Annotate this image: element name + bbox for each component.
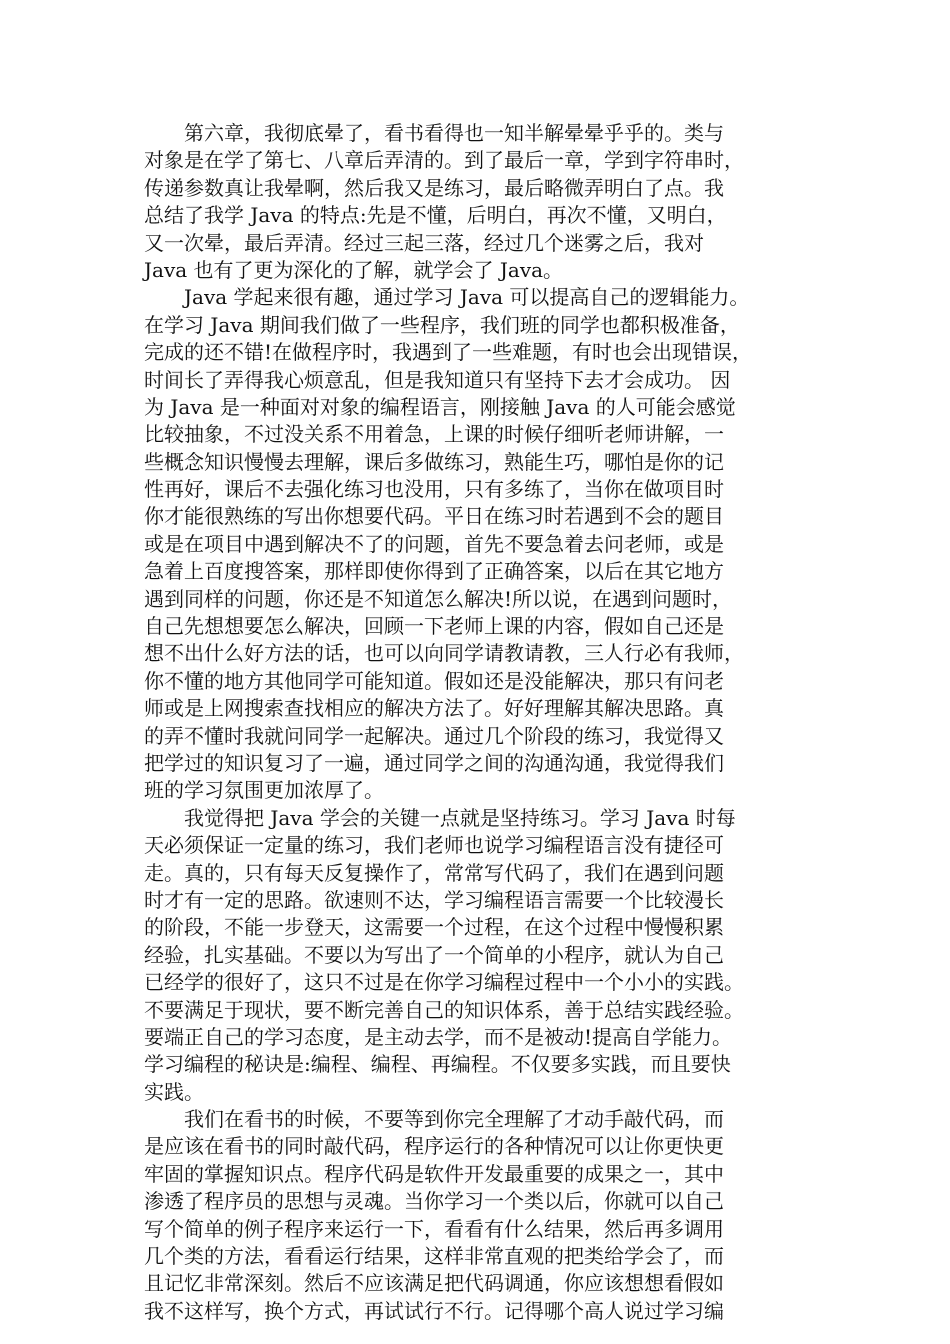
text-line: 总结了我学 Java 的特点:先是不懂，后明白，再次不懂，又明白， [144, 203, 727, 228]
text-line: 性再好，课后不去强化练习也没用，只有多练了，当你在做项目时 [144, 477, 724, 502]
text-line: 我们在看书的时候，不要等到你完全理解了才动手敲代码，而 [144, 1107, 724, 1132]
text-line: 比较抽象，不过没关系不用着急，上课的时候仔细听老师讲解，一 [144, 422, 724, 447]
text-line: 实践。 [144, 1079, 204, 1104]
text-line: 急着上百度搜答案，那样即使你得到了正确答案，以后在其它地方 [144, 559, 724, 584]
text-line: 学习编程的秘诀是:编程、编程、再编程。不仅要多实践，而且要快 [144, 1052, 731, 1077]
text-line: 又一次晕，最后弄清。经过三起三落，经过几个迷雾之后，我对 [144, 230, 704, 255]
text-line: 天必须保证一定量的练习，我们老师也说学习编程语言没有捷径可 [144, 833, 724, 858]
text-line: 时间长了弄得我心烦意乱，但是我知道只有坚持下去才会成功。 因 [144, 367, 731, 392]
text-line: 我不这样写，换个方式，再试试行不行。记得哪个高人说过学习编 [144, 1298, 724, 1323]
text-line: 班的学习氛围更加浓厚了。 [144, 778, 384, 803]
text-line: 的阶段，不能一步登天，这需要一个过程，在这个过程中慢慢积累 [144, 915, 724, 940]
text-line: 几个类的方法，看看运行结果，这样非常直观的把类给学会了，而 [144, 1244, 724, 1269]
text-line: Java 也有了更为深化的了解，就学会了 Java。 [144, 257, 564, 282]
text-line: 把学过的知识复习了一遍，通过同学之间的沟通沟通，我觉得我们 [144, 750, 724, 775]
text-line: 不要满足于现状，要不断完善自己的知识体系，善于总结实践经验。 [144, 997, 744, 1022]
text-line: 对象是在学了第七、八章后弄清的。到了最后一章，学到字符串时， [144, 148, 744, 173]
text-line: 且记忆非常深刻。然后不应该满足把代码调通，你应该想想看假如 [144, 1271, 724, 1296]
text-line: 写个简单的例子程序来运行一下，看看有什么结果，然后再多调用 [144, 1216, 724, 1241]
text-line: 些概念知识慢慢去理解，课后多做练习，熟能生巧，哪怕是你的记 [144, 449, 724, 474]
text-line: 或是在项目中遇到解决不了的问题，首先不要急着去问老师，或是 [144, 531, 724, 556]
text-line: 师或是上网搜索查找相应的解决方法了。好好理解其解决思路。真 [144, 696, 724, 721]
text-line: 第六章，我彻底晕了，看书看得也一知半解晕晕乎乎的。类与 [144, 121, 724, 145]
text-line: 经验，扎实基础。不要以为写出了一个简单的小程序，就认为自己 [144, 942, 724, 967]
text-line: Java 学起来很有趣，通过学习 Java 可以提高自己的逻辑能力。 [144, 285, 750, 310]
text-line: 渗透了程序员的思想与灵魂。当你学习一个类以后，你就可以自己 [144, 1189, 724, 1214]
text-line: 你不懂的地方其他同学可能知道。假如还是没能解决，那只有问老 [144, 668, 724, 693]
text-line: 的弄不懂时我就问同学一起解决。通过几个阶段的练习，我觉得又 [144, 723, 724, 748]
text-line: 是应该在看书的同时敲代码，程序运行的各种情况可以让你更快更 [144, 1134, 724, 1159]
document-body [144, 120, 808, 1325]
text-line: 时才有一定的思路。欲速则不达，学习编程语言需要一个比较漫长 [144, 887, 724, 912]
text-line: 为 Java 是一种面对对象的编程语言，刚接触 Java 的人可能会感觉 [144, 394, 736, 419]
text-line: 牢固的掌握知识点。程序代码是软件开发最重要的成果之一，其中 [144, 1161, 724, 1186]
text-line: 在学习 Java 期间我们做了一些程序，我们班的同学也都积极准备， [144, 312, 740, 337]
text-line: 遇到同样的问题，你还是不知道怎么解决!所以说，在遇到问题时， [144, 586, 733, 611]
text-line: 我觉得把 Java 学会的关键一点就是坚持练习。学习 Java 时每 [144, 805, 736, 830]
text-line: 想不出什么好方法的话，也可以向同学请教请教，三人行必有我师， [144, 641, 744, 666]
text-line: 要端正自己的学习态度，是主动去学，而不是被动!提高自学能力。 [144, 1024, 733, 1049]
text-line: 传递参数真让我晕啊，然后我又是练习，最后略微弄明白了点。我 [144, 175, 724, 200]
text-line: 完成的还不错!在做程序时，我遇到了一些难题，有时也会出现错误， [144, 340, 753, 365]
text-line: 自己先想想要怎么解决，回顾一下老师上课的内容，假如自己还是 [144, 614, 724, 639]
text-line: 走。真的，只有每天反复操作了，常常写代码了，我们在遇到问题 [144, 860, 724, 885]
text-line: 已经学的很好了，这只不过是在你学习编程过程中一个小小的实践。 [144, 970, 744, 995]
text-line: 你才能很熟练的写出你想要代码。平日在练习时若遇到不会的题目 [144, 504, 724, 529]
